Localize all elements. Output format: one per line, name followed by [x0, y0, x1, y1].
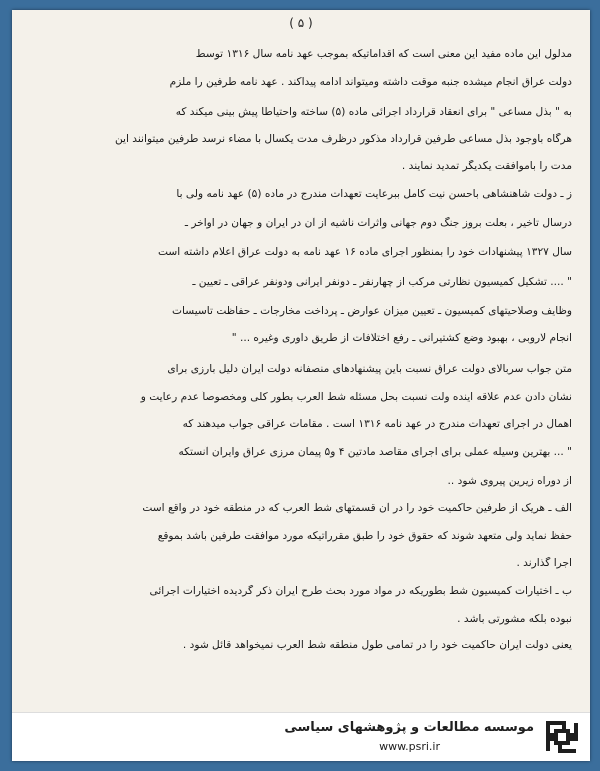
publisher-title: موسسه مطالعات و پژوهشهای سیاسی — [284, 720, 534, 735]
text-line: یعنی دولت ایران حاکمیت خود را در تمامی طول منطقه شط العرب نمیخواهد قائل شود . — [182, 639, 572, 651]
text-line: مدت را باموافقت یکدیگر تمدید نمایند . — [401, 160, 572, 172]
text-line: اجرا گذارند . — [516, 557, 572, 569]
text-line: اهمال در اجرای تعهدات مندرج در عهد نامه ۱۳۱۶ است . مقامات عراقی جواب میدهند که — [182, 418, 572, 430]
text-line: انجام لاروبی ، بهبود وضع کشتیرانی ـ رفع اختلافات از طریق داوری وغیره ... " — [231, 332, 572, 344]
text-line: متن جواب سربالای دولت عراق نسبت باین پیشنهادهای منصفانه دولت ایران دلیل بارزی برای — [167, 363, 572, 375]
text-line: " ... بهترین وسیله عملی برای اجرای مقاصد مادتین ۴ و۵ پیمان مرزی عراق وایران آنستکه — [178, 446, 572, 458]
text-line: از دوراه زیرین پیروی شود .. — [447, 475, 572, 487]
psri-knot-logo-icon — [542, 717, 582, 757]
text-line: وظایف وصلاحیتهای کمیسیون ـ تعیین میزان عوارض ـ پرداخت مخارجات ـ حفاظت تاسیسات — [172, 305, 572, 317]
page-number: ( ۵ ) — [289, 16, 313, 30]
text-line: الف ـ هریک از طرفین حاکمیت خود را در آن قسمتهای شط العرب که در منطقه خود در واقع است — [142, 502, 572, 514]
text-line: ب ـ اختیارات کمیسیون شط بطوریکه در مواد مورد بحث طرح ایران ذکر گردیده اختیارات اجرائی — [149, 585, 572, 597]
text-line: نبوده بلکه مشورتی باشد . — [457, 613, 572, 625]
publisher-footer — [12, 712, 590, 761]
text-line: حفظ نماید ولی متعهد شوند که حقوق خود را طبق مقرراتیکه مورد موافقت طرفین باشد بموقع — [157, 530, 572, 542]
text-line: نشان دادن عدم علاقه اینده ولت نسبت بحل مسئله شط العرب بطور کلی ومخصوصاً عدم رعایت و — [140, 391, 572, 403]
publisher-url[interactable]: www.psri.ir — [379, 740, 440, 753]
text-line: " .... تشکیل کمیسیون نظارتی مرکب از چهارنفر ـ دونفر ایرانی ودونفر عراقی ـ تعیین ـ — [192, 276, 572, 288]
text-line: هرگاه باوجود بذل مساعی طرفین قرارداد مذکور درظرف مدت یکسال با مضاء نرسد طرفین میتوانند این — [114, 133, 572, 145]
text-line: ز ـ دولت شاهنشاهی باحسن نیت کامل ببرعایت تعهدات مندرج در ماده (۵) عهد نامه ولی با — [176, 188, 572, 200]
text-line: سال ۱۳۲۷ پیشنهادات خود را بمنظور اجرای ماده ۱۶ عهد نامه به دولت عراق اعلام داشته است — [158, 246, 572, 258]
document-page — [12, 10, 590, 761]
text-line: به " بذل مساعی " برای انعقاد قرارداد اجرائی ماده (۵) ساخته واحتیاطا پیش بینی میکند که — [175, 106, 572, 118]
text-line: درسال تاخیر ، بعلت بروز جنگ دوم جهانی واثرات ناشیه از آن در ایران و جهان در اواخر ـ — [184, 217, 572, 229]
text-line: مدلول این ماده مفید این معنی است که اقداماتیکه بموجب عهد نامه سال ۱۳۱۶ توسط — [195, 48, 572, 60]
text-line: دولت عراق انجام میشده جنبه موقت داشته ومیتواند ادامه پیداکند . عهد نامه طرفین را ملزم — [169, 76, 572, 88]
